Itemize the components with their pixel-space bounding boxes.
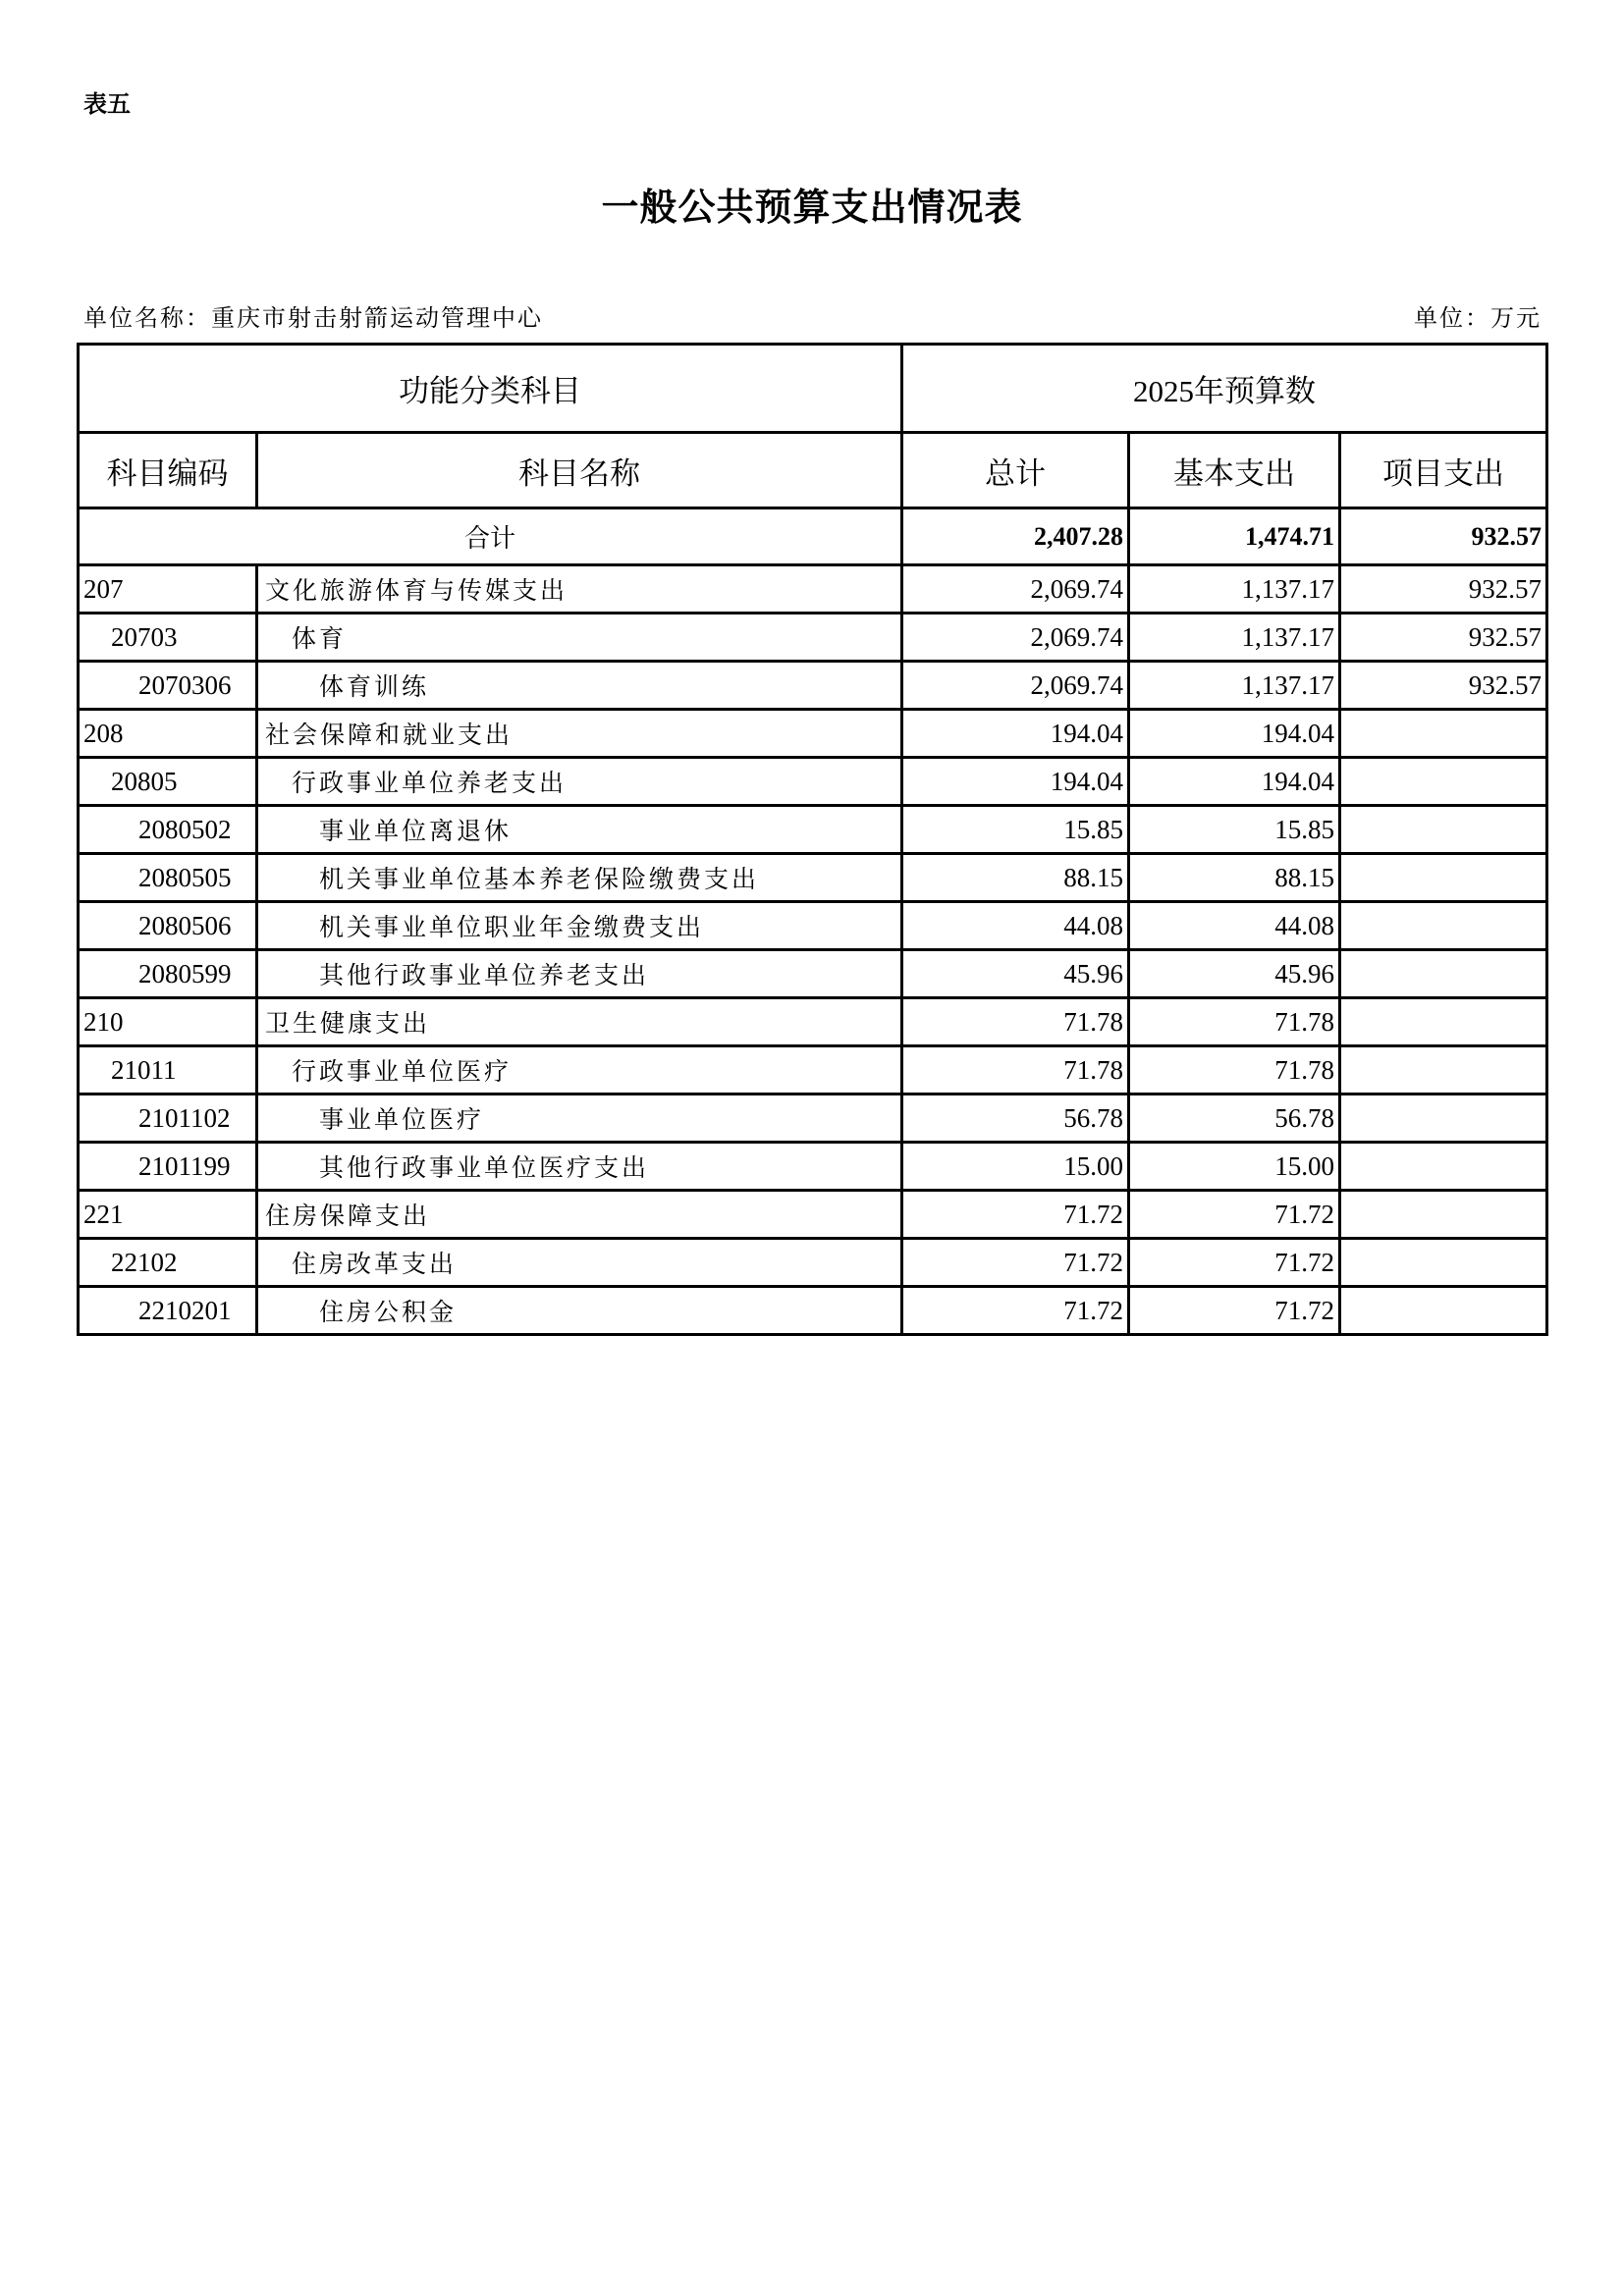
table-row	[79, 1287, 1547, 1335]
row-total: 56.78	[902, 1095, 1129, 1143]
budget-expenditure-table	[77, 343, 1548, 1336]
page-title: 一般公共预算支出情况表	[601, 185, 1023, 229]
row-project	[1340, 806, 1547, 854]
table-row	[79, 902, 1547, 950]
row-project	[1340, 1287, 1547, 1335]
row-basic: 71.72	[1129, 1287, 1340, 1335]
row-total: 45.96	[902, 950, 1129, 998]
table-row	[79, 710, 1547, 758]
row-name: 体育	[257, 614, 902, 662]
row-name: 文化旅游体育与传媒支出	[257, 565, 902, 614]
row-name: 住房改革支出	[257, 1239, 902, 1287]
row-project	[1340, 998, 1547, 1046]
row-basic: 71.72	[1129, 1191, 1340, 1239]
table-row	[79, 1095, 1547, 1143]
row-basic: 44.08	[1129, 902, 1340, 950]
row-basic: 88.15	[1129, 854, 1340, 902]
row-name: 其他行政事业单位养老支出	[257, 950, 902, 998]
row-name: 体育训练	[257, 662, 902, 710]
row-project	[1340, 1095, 1547, 1143]
row-total: 71.72	[902, 1287, 1129, 1335]
row-code: 2080599	[79, 950, 257, 998]
column-header-total: 总计	[902, 433, 1129, 508]
row-name: 社会保障和就业支出	[257, 710, 902, 758]
row-basic: 15.85	[1129, 806, 1340, 854]
total-label: 合计	[79, 508, 902, 565]
table-row	[79, 1046, 1547, 1095]
row-code: 2101102	[79, 1095, 257, 1143]
row-name: 事业单位离退休	[257, 806, 902, 854]
row-name: 行政事业单位医疗	[257, 1046, 902, 1095]
row-project	[1340, 950, 1547, 998]
row-basic: 71.72	[1129, 1239, 1340, 1287]
row-project: 932.57	[1340, 614, 1547, 662]
row-basic: 15.00	[1129, 1143, 1340, 1191]
row-total: 15.85	[902, 806, 1129, 854]
row-basic: 45.96	[1129, 950, 1340, 998]
row-code: 207	[79, 565, 257, 614]
row-total: 71.78	[902, 998, 1129, 1046]
row-total: 2,069.74	[902, 662, 1129, 710]
row-name: 其他行政事业单位医疗支出	[257, 1143, 902, 1191]
row-basic: 1,137.17	[1129, 565, 1340, 614]
row-project: 932.57	[1340, 662, 1547, 710]
row-name: 住房公积金	[257, 1287, 902, 1335]
row-code: 221	[79, 1191, 257, 1239]
row-name: 行政事业单位养老支出	[257, 758, 902, 806]
header-budget-year: 2025年预算数	[902, 345, 1547, 433]
row-total: 71.78	[902, 1046, 1129, 1095]
row-total: 2,069.74	[902, 614, 1129, 662]
row-basic: 194.04	[1129, 758, 1340, 806]
row-code: 22102	[79, 1239, 257, 1287]
row-project	[1340, 1046, 1547, 1095]
header-row-columns	[79, 433, 1547, 508]
header-row-group	[79, 345, 1547, 433]
row-project	[1340, 758, 1547, 806]
table-row	[79, 662, 1547, 710]
column-header-code: 科目编码	[79, 433, 257, 508]
row-name: 住房保障支出	[257, 1191, 902, 1239]
row-code: 2101199	[79, 1143, 257, 1191]
row-total: 194.04	[902, 710, 1129, 758]
row-project: 932.57	[1340, 565, 1547, 614]
column-header-name: 科目名称	[257, 433, 902, 508]
total-project-amount: 932.57	[1340, 508, 1547, 565]
row-total: 71.72	[902, 1239, 1129, 1287]
row-total: 2,069.74	[902, 565, 1129, 614]
row-basic: 56.78	[1129, 1095, 1340, 1143]
row-project	[1340, 902, 1547, 950]
row-total: 88.15	[902, 854, 1129, 902]
column-header-project: 项目支出	[1340, 433, 1547, 508]
row-code: 20805	[79, 758, 257, 806]
row-basic: 1,137.17	[1129, 662, 1340, 710]
row-code: 2080505	[79, 854, 257, 902]
row-total: 15.00	[902, 1143, 1129, 1191]
total-row	[79, 508, 1547, 565]
row-basic: 71.78	[1129, 1046, 1340, 1095]
table-row	[79, 806, 1547, 854]
row-code: 2080506	[79, 902, 257, 950]
column-header-basic: 基本支出	[1129, 433, 1340, 508]
row-project	[1340, 710, 1547, 758]
row-code: 208	[79, 710, 257, 758]
row-code: 20703	[79, 614, 257, 662]
row-code: 210	[79, 998, 257, 1046]
row-code: 2210201	[79, 1287, 257, 1335]
row-code: 2070306	[79, 662, 257, 710]
table-row	[79, 565, 1547, 614]
row-total: 44.08	[902, 902, 1129, 950]
row-basic: 1,137.17	[1129, 614, 1340, 662]
total-basic-amount: 1,474.71	[1129, 508, 1340, 565]
header-classification: 功能分类科目	[79, 345, 902, 433]
row-code: 2080502	[79, 806, 257, 854]
table-row	[79, 758, 1547, 806]
table-row	[79, 1239, 1547, 1287]
row-name: 事业单位医疗	[257, 1095, 902, 1143]
table-row	[79, 614, 1547, 662]
row-project	[1340, 1239, 1547, 1287]
table-row	[79, 1143, 1547, 1191]
row-name: 机关事业单位基本养老保险缴费支出	[257, 854, 902, 902]
row-basic: 194.04	[1129, 710, 1340, 758]
table-row	[79, 950, 1547, 998]
table-row	[79, 998, 1547, 1046]
row-total: 71.72	[902, 1191, 1129, 1239]
unit-name: 单位名称：重庆市射击射箭运动管理中心	[83, 304, 543, 332]
unit-label: 单位：万元	[1414, 304, 1542, 332]
row-project	[1340, 1191, 1547, 1239]
row-project	[1340, 854, 1547, 902]
table-row	[79, 854, 1547, 902]
row-name: 机关事业单位职业年金缴费支出	[257, 902, 902, 950]
row-total: 194.04	[902, 758, 1129, 806]
total-amount: 2,407.28	[902, 508, 1129, 565]
table-row	[79, 1191, 1547, 1239]
row-name: 卫生健康支出	[257, 998, 902, 1046]
table-label: 表五	[83, 90, 131, 118]
row-project	[1340, 1143, 1547, 1191]
row-basic: 71.78	[1129, 998, 1340, 1046]
row-code: 21011	[79, 1046, 257, 1095]
